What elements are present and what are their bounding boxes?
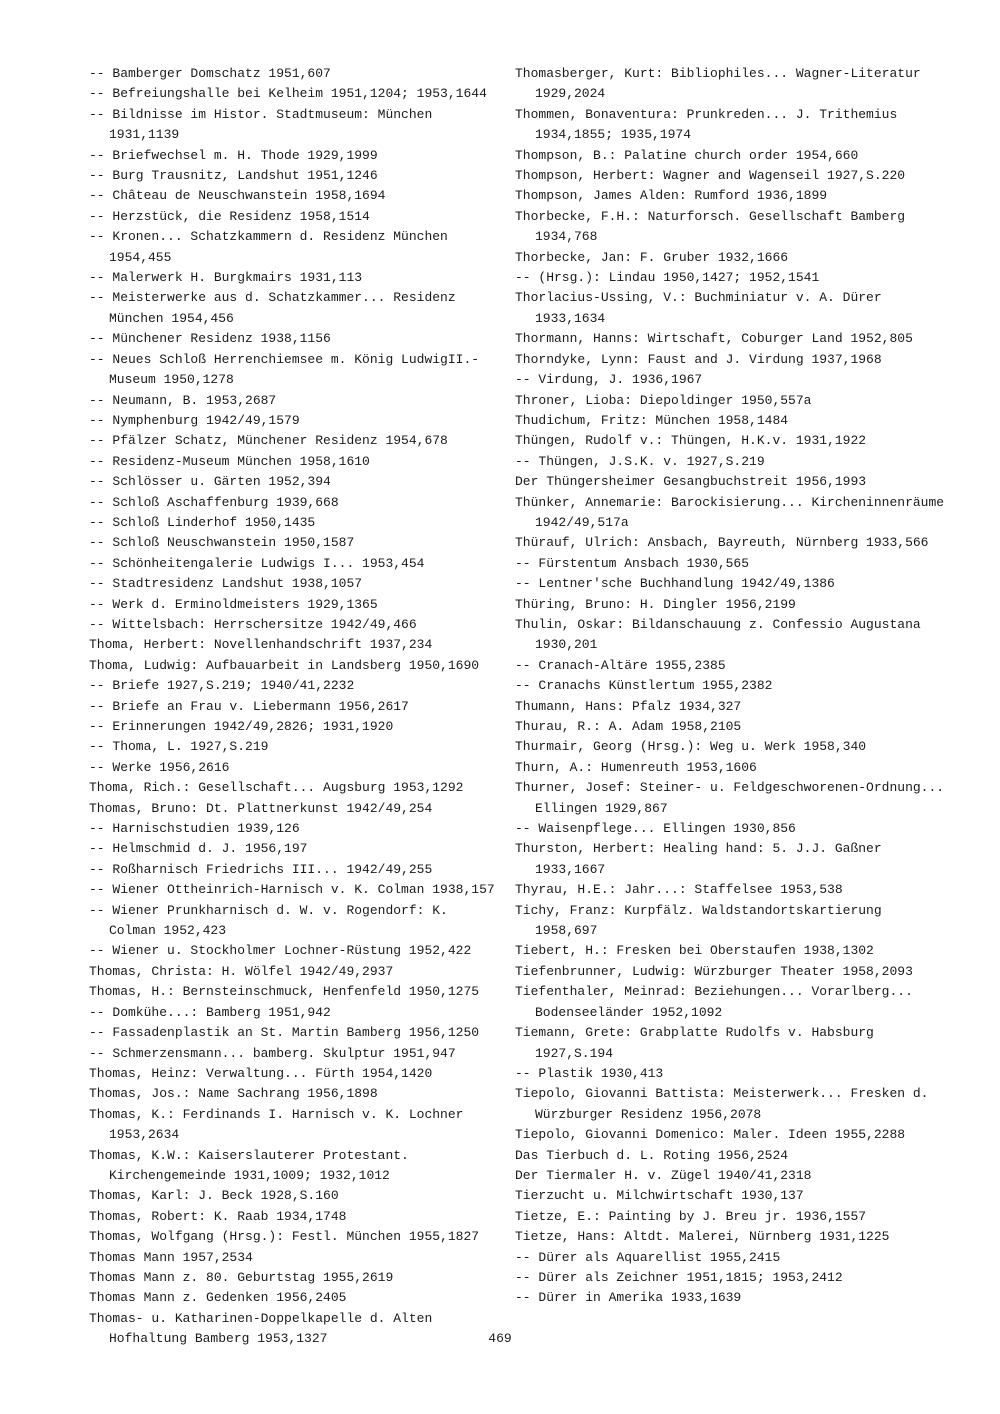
index-entry: Thüring, Bruno: H. Dingler 1956,2199 bbox=[515, 596, 796, 612]
index-entry: Thomas Mann z. 80. Geburtstag 1955,2619 bbox=[89, 1269, 394, 1285]
index-entry: Thomas, K.W.: Kaiserslauterer Protestant. Kirchengemeinde 1931,1009; 1932,1012 bbox=[89, 1147, 409, 1183]
index-entry: Tiefenthaler, Meinrad: Beziehungen... Vorarlberg... Bodenseeländer 1952,1092 bbox=[515, 984, 913, 1020]
index-entry: -- Dürer in Amerika 1933,1639 bbox=[515, 1290, 742, 1306]
index-entry: Thurn, A.: Humenreuth 1953,1606 bbox=[515, 759, 757, 775]
index-entry: Thompson, James Alden: Rumford 1936,1899 bbox=[515, 188, 828, 204]
index-entry: -- Malerwerk H. Burgkmairs 1931,113 bbox=[89, 270, 363, 286]
index-entry: Thulin, Oskar: Bildanschauung z. Confessio Augustana 1930,201 bbox=[515, 616, 921, 653]
index-entry: -- (Hrsg.): Lindau 1950,1427; 1952,1541 bbox=[515, 270, 820, 286]
index-entry: -- Wiener u. Stockholmer Lochner-Rüstung 1952,422 bbox=[89, 943, 472, 959]
index-entry: -- Lentner'sche Buchhandlung 1942/49,1386 bbox=[515, 576, 835, 592]
index-entry: Thorbecke, F.H.: Naturforsch. Gesellschaft Bamberg 1934,768 bbox=[515, 208, 906, 245]
index-entry: Tichy, Franz: Kurpfälz. Waldstandortskartierung 1958,697 bbox=[515, 902, 882, 939]
index-entry: -- Kronen... Schatzkammern d. Residenz München 1954,455 bbox=[89, 229, 448, 265]
index-entry: -- Schönheitengalerie Ludwigs I... 1953,454 bbox=[89, 555, 425, 571]
page-number: 469 bbox=[488, 1331, 512, 1346]
index-entry: Thommen, Bonaventura: Prunkreden... J. Trithemius 1934,1855; 1935,1974 bbox=[515, 106, 898, 143]
index-entry: Thormann, Hanns: Wirtschaft, Coburger Land 1952,805 bbox=[515, 331, 913, 347]
index-entry: -- Residenz-Museum München 1958,1610 bbox=[89, 453, 370, 469]
index-entry: Thomas, Wolfgang (Hrsg.): Festl. München 1955,1827 bbox=[89, 1229, 480, 1245]
index-entry: Thorndyke, Lynn: Faust and J. Virdung 1937,1968 bbox=[515, 351, 882, 367]
index-entry: -- Dürer als Zeichner 1951,1815; 1953,2412 bbox=[515, 1269, 843, 1285]
index-entry: -- Neues Schloß Herrenchiemsee m. König LudwigII.-Museum 1950,1278 bbox=[89, 351, 480, 388]
index-entry: -- Werke 1956,2616 bbox=[89, 759, 230, 775]
index-entry: -- Dürer als Aquarellist 1955,2415 bbox=[515, 1249, 781, 1265]
index-entry: -- Wiener Ottheinrich-Harnisch v. K. Colman 1938,157 bbox=[89, 882, 495, 898]
index-entry: Thomas, Christa: H. Wölfel 1942/49,2937 bbox=[89, 963, 394, 979]
index-entry: -- Briefe an Frau v. Liebermann 1956,2617 bbox=[89, 698, 409, 714]
index-entry: Thoma, Ludwig: Aufbauarbeit in Landsberg 1950,1690 bbox=[89, 657, 480, 673]
index-entry: Thurner, Josef: Steiner- u. Feldgeschworenen-Ordnung... Ellingen 1929,867 bbox=[515, 780, 945, 816]
index-entry: -- Stadtresidenz Landshut 1938,1057 bbox=[89, 576, 363, 592]
index-entry: -- Château de Neuschwanstein 1958,1694 bbox=[89, 188, 386, 204]
index-entry: Tiemann, Grete: Grabplatte Rudolfs v. Habsburg 1927,S.194 bbox=[515, 1025, 874, 1061]
index-entry: -- Helmschmid d. J. 1956,197 bbox=[89, 841, 308, 857]
index-entry: -- Waisenpflege... Ellingen 1930,856 bbox=[515, 821, 796, 837]
index-entry: -- Virdung, J. 1936,1967 bbox=[515, 372, 703, 388]
index-entry: -- Harnischstudien 1939,126 bbox=[89, 821, 300, 837]
index-entry: Thurmair, Georg (Hrsg.): Weg u. Werk 1958,340 bbox=[515, 739, 867, 755]
index-entry: -- Wittelsbach: Herrschersitze 1942/49,466 bbox=[89, 616, 417, 632]
index-entry: Thomas Mann z. Gedenken 1956,2405 bbox=[89, 1290, 347, 1306]
index-entry: Tiepolo, Giovanni Domenico: Maler. Ideen 1955,2288 bbox=[515, 1127, 906, 1143]
index-entry: Thomas, K.: Ferdinands I. Harnisch v. K. Lochner 1953,2634 bbox=[89, 1106, 464, 1143]
index-entry: -- Erinnerungen 1942/49,2826; 1931,1920 bbox=[89, 719, 394, 734]
index-entry: -- Domkühe...: Bamberg 1951,942 bbox=[89, 1004, 331, 1020]
index-entry: Thomas- u. Katharinen-Doppelkapelle d. Alten Hofhaltung Bamberg 1953,1327 bbox=[89, 1310, 433, 1347]
index-entry: Thyrau, H.E.: Jahr...: Staffelsee 1953,538 bbox=[515, 882, 843, 898]
index-entry: -- Werk d. Erminoldmeisters 1929,1365 bbox=[89, 596, 378, 612]
index-column-right bbox=[515, 64, 945, 1309]
index-entry: Thompson, B.: Palatine church order 1954,660 bbox=[515, 147, 859, 163]
index-entry: Der Tiermaler H. v. Zügel 1940/41,2318 bbox=[515, 1167, 812, 1183]
index-entry: -- Meisterwerke aus d. Schatzkammer... Residenz München 1954,456 bbox=[89, 290, 456, 326]
index-entry: Thumann, Hans: Pfalz 1934,327 bbox=[515, 698, 742, 714]
index-entry: Throner, Lioba: Diepoldinger 1950,557a bbox=[515, 392, 812, 408]
index-entry: Thüngen, Rudolf v.: Thüngen, H.K.v. 1931,1922 bbox=[515, 433, 867, 449]
index-entry: Thorlacius-Ussing, V.: Buchminiatur v. A. Dürer 1933,1634 bbox=[515, 290, 882, 326]
index-entry: Tiebert, H.: Fresken bei Oberstaufen 1938,1302 bbox=[515, 943, 874, 959]
index-entry: -- Burg Trausnitz, Landshut 1951,1246 bbox=[89, 168, 378, 184]
index-entry: Thomas, Bruno: Dt. Plattnerkunst 1942/49,254 bbox=[89, 800, 433, 816]
index-entry: -- Münchener Residenz 1938,1156 bbox=[89, 331, 331, 347]
index-entry: Thomas, Karl: J. Beck 1928,S.160 bbox=[89, 1188, 339, 1204]
index-entry: -- Schloß Linderhof 1950,1435 bbox=[89, 514, 316, 530]
index-entry: -- Herzstück, die Residenz 1958,1514 bbox=[89, 208, 370, 224]
index-entry: -- Thüngen, J.S.K. v. 1927,S.219 bbox=[515, 453, 765, 469]
index-entry: Tietze, E.: Painting by J. Breu jr. 1936,1557 bbox=[515, 1208, 867, 1224]
index-entry: -- Fassadenplastik an St. Martin Bamberg 1956,1250 bbox=[89, 1025, 480, 1041]
index-entry: -- Schlösser u. Gärten 1952,394 bbox=[89, 474, 331, 490]
index-entry: Thurston, Herbert: Healing hand: 5. J.J. Gaßner 1933,1667 bbox=[515, 841, 882, 877]
index-entry: -- Cranach-Altäre 1955,2385 bbox=[515, 657, 726, 673]
index-entry: Thoma, Herbert: Novellenhandschrift 1937,234 bbox=[89, 637, 433, 653]
index-entry: Thomasberger, Kurt: Bibliophiles... Wagner-Literatur 1929,2024 bbox=[515, 66, 921, 102]
index-entry: -- Thoma, L. 1927,S.219 bbox=[89, 739, 269, 755]
index-entry: -- Schloß Neuschwanstein 1950,1587 bbox=[89, 535, 355, 551]
index-entry: Thudichum, Fritz: München 1958,1484 bbox=[515, 412, 789, 428]
index-entry: Thomas Mann 1957,2534 bbox=[89, 1249, 253, 1265]
index-entry: -- Schmerzensmann... bamberg. Skulptur 1951,947 bbox=[89, 1045, 456, 1061]
index-entry: Thoma, Rich.: Gesellschaft... Augsburg 1953,1292 bbox=[89, 780, 464, 796]
index-entry: Tietze, Hans: Altdt. Malerei, Nürnberg 1931,1225 bbox=[515, 1229, 890, 1245]
index-entry: -- Plastik 1930,413 bbox=[515, 1065, 664, 1081]
index-entry: Thomas, Jos.: Name Sachrang 1956,1898 bbox=[89, 1086, 378, 1102]
index-entry: Thompson, Herbert: Wagner and Wagenseil 1927,S.220 bbox=[515, 168, 906, 184]
index-entry: -- Bamberger Domschatz 1951,607 bbox=[89, 66, 331, 81]
index-entry: Der Thüngersheimer Gesangbuchstreit 1956,1993 bbox=[515, 474, 867, 490]
index-entry: -- Befreiungshalle bei Kelheim 1951,1204; 1953,1644 bbox=[89, 86, 487, 102]
index-entry: Tiepolo, Giovanni Battista: Meisterwerk... Fresken d. Würzburger Residenz 1956,2078 bbox=[515, 1086, 929, 1122]
index-entry: -- Schloß Aschaffenburg 1939,668 bbox=[89, 494, 339, 510]
index-column-left bbox=[89, 64, 499, 1350]
index-entry: Das Tierbuch d. L. Roting 1956,2524 bbox=[515, 1147, 789, 1163]
index-entry: Thünker, Annemarie: Barockisierung... Kircheninnenräume 1942/49,517a bbox=[515, 494, 945, 530]
index-entry: Thomas, Robert: K. Raab 1934,1748 bbox=[89, 1208, 347, 1224]
index-entry: -- Briefwechsel m. H. Thode 1929,1999 bbox=[89, 147, 378, 163]
index-entry: -- Cranachs Künstlertum 1955,2382 bbox=[515, 678, 773, 694]
index-entry: Tierzucht u. Milchwirtschaft 1930,137 bbox=[515, 1188, 804, 1204]
index-entry: Tiefenbrunner, Ludwig: Würzburger Theater 1958,2093 bbox=[515, 963, 913, 979]
index-entry: -- Roßharnisch Friedrichs III... 1942/49,255 bbox=[89, 861, 433, 877]
index-entry: -- Nymphenburg 1942/49,1579 bbox=[89, 412, 300, 428]
index-entry: Thorbecke, Jan: F. Gruber 1932,1666 bbox=[515, 249, 789, 265]
index-entry: Thomas, Heinz: Verwaltung... Fürth 1954,1420 bbox=[89, 1065, 433, 1081]
index-entry: -- Fürstentum Ansbach 1930,565 bbox=[515, 555, 750, 571]
index-entry: -- Pfälzer Schatz, Münchener Residenz 1954,678 bbox=[89, 433, 448, 449]
index-entry: Thurau, R.: A. Adam 1958,2105 bbox=[515, 719, 742, 734]
index-entry: -- Neumann, B. 1953,2687 bbox=[89, 392, 277, 408]
index-entry: -- Bildnisse im Histor. Stadtmuseum: München 1931,1139 bbox=[89, 106, 433, 143]
index-entry: -- Wiener Prunkharnisch d. W. v. Rogendorf: K. Colman 1952,423 bbox=[89, 902, 448, 939]
index-entry: Thürauf, Ulrich: Ansbach, Bayreuth, Nürnberg 1933,566 bbox=[515, 535, 929, 551]
index-entry: -- Briefe 1927,S.219; 1940/41,2232 bbox=[89, 678, 355, 694]
index-entry: Thomas, H.: Bernsteinschmuck, Henfenfeld 1950,1275 bbox=[89, 984, 480, 1000]
